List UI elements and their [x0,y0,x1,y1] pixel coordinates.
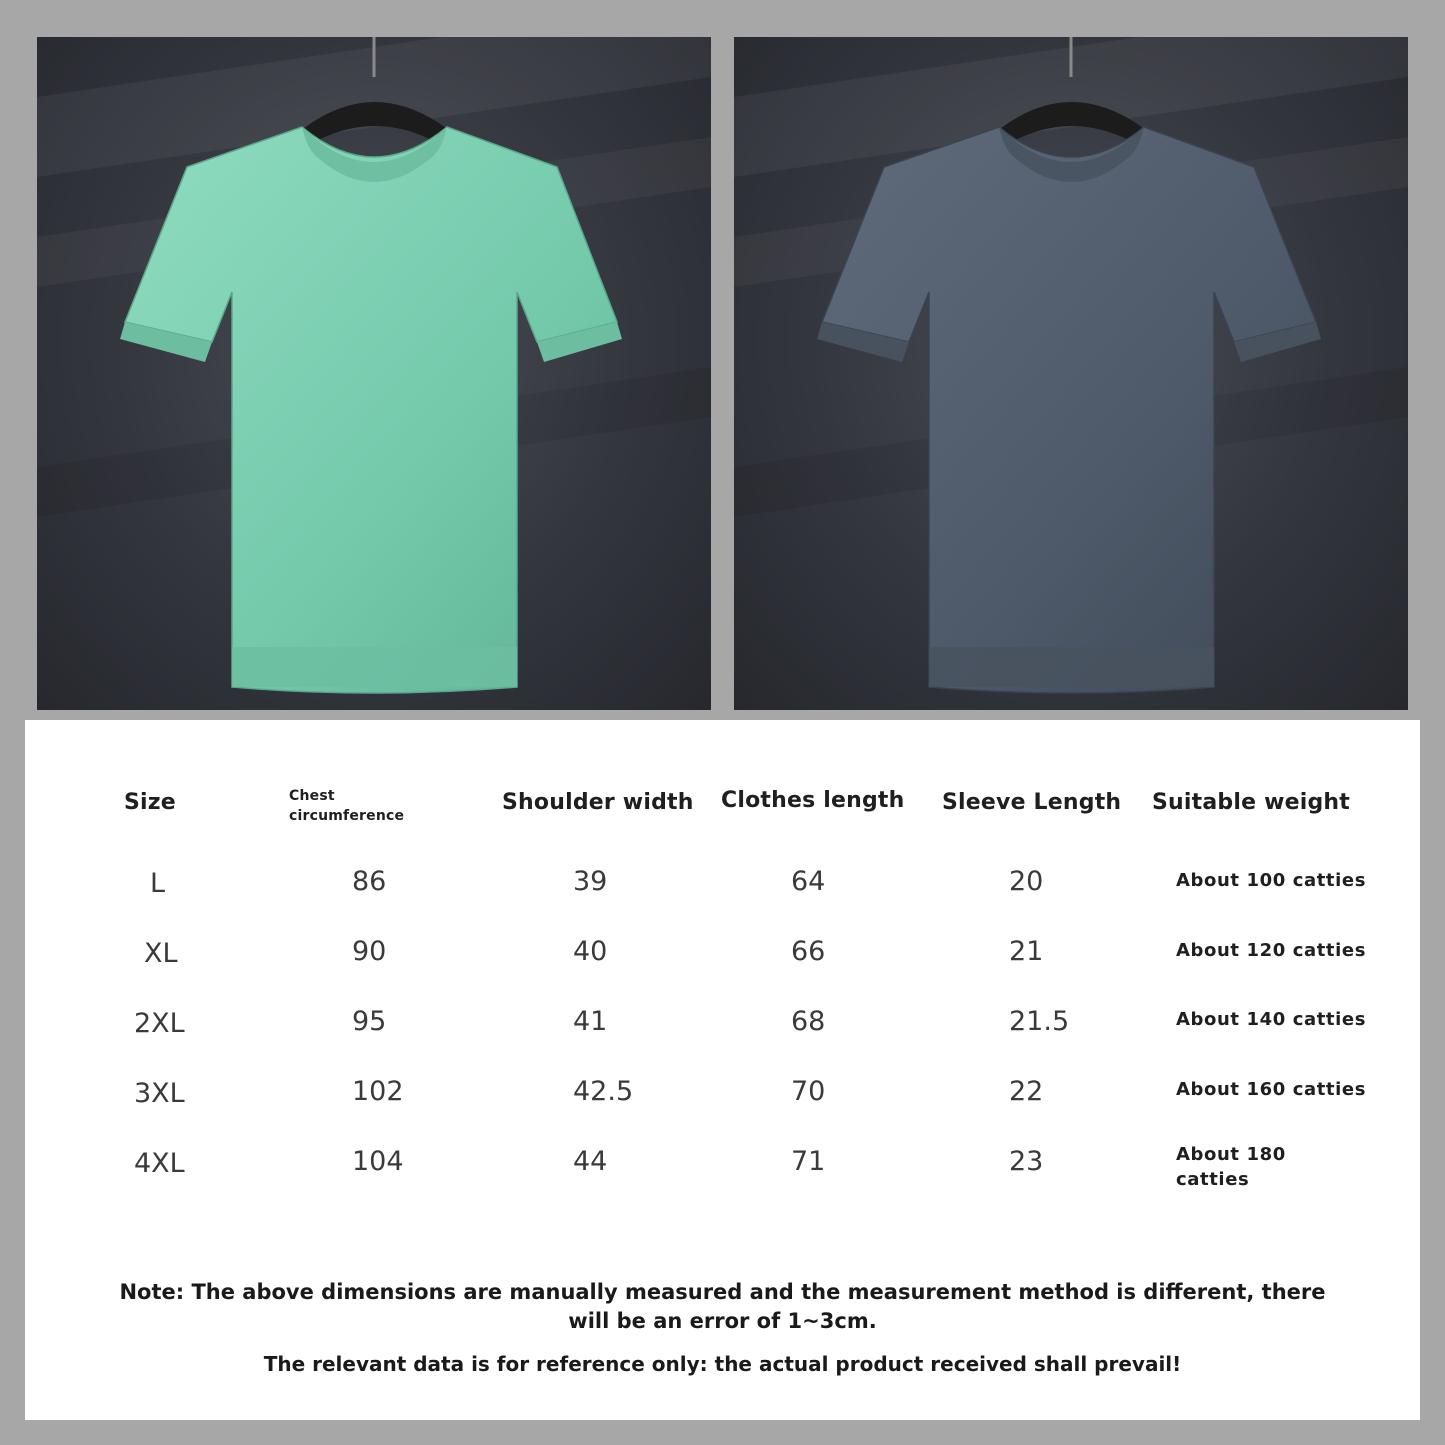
green-tshirt-illustration [37,37,711,710]
cell-chest: 95 [352,1006,387,1037]
cell-shoulder: 41 [573,1006,608,1037]
cell-sleeve: 23 [1009,1146,1044,1177]
size-chart-panel [25,720,1420,1420]
cell-weight: About 120 catties [1176,940,1367,961]
header-shoulder: Shoulder width [502,790,694,815]
product-photo-gray [734,37,1408,710]
cell-weight: About 140 catties [1176,1009,1367,1030]
header-chest: Chest circumference [289,788,405,824]
cell-size: 4XL [134,1148,185,1179]
cell-sleeve: 22 [1009,1076,1044,1107]
cell-chest: 102 [352,1076,404,1107]
note-reference: The relevant data is for reference only: the actual product received shall prevail! [263,1352,1182,1376]
cell-weight: About 100 catties [1176,870,1367,891]
cell-shoulder: 42.5 [573,1076,634,1107]
cell-chest: 104 [352,1146,404,1177]
cell-length: 68 [791,1006,826,1037]
cell-size: 3XL [134,1078,185,1109]
cell-sleeve: 21.5 [1009,1006,1070,1037]
cell-shoulder: 40 [573,936,608,967]
header-weight: Suitable weight [1152,790,1350,815]
cell-size: 2XL [134,1008,185,1039]
note-measurement: Note: The above dimensions are manually measured and the measurement method is different, there will be an error of 1~3cm. [119,1280,1326,1333]
cell-length: 70 [791,1076,826,1107]
header-sleeve: Sleeve Length [942,790,1122,815]
cell-shoulder: 44 [573,1146,608,1177]
cell-size: XL [144,938,178,969]
cell-sleeve: 21 [1009,936,1044,967]
header-length: Clothes length [721,788,905,813]
header-size: Size [124,790,176,815]
cell-weight: About 160 catties [1176,1079,1367,1100]
cell-size: L [150,868,166,899]
cell-chest: 86 [352,866,387,897]
gray-tshirt-illustration [734,37,1408,710]
cell-length: 66 [791,936,826,967]
cell-length: 71 [791,1146,826,1177]
cell-chest: 90 [352,936,387,967]
cell-length: 64 [791,866,826,897]
product-photo-green [37,37,711,710]
cell-shoulder: 39 [573,866,608,897]
cell-weight: About 180 catties [1176,1144,1286,1190]
cell-sleeve: 20 [1009,866,1044,897]
